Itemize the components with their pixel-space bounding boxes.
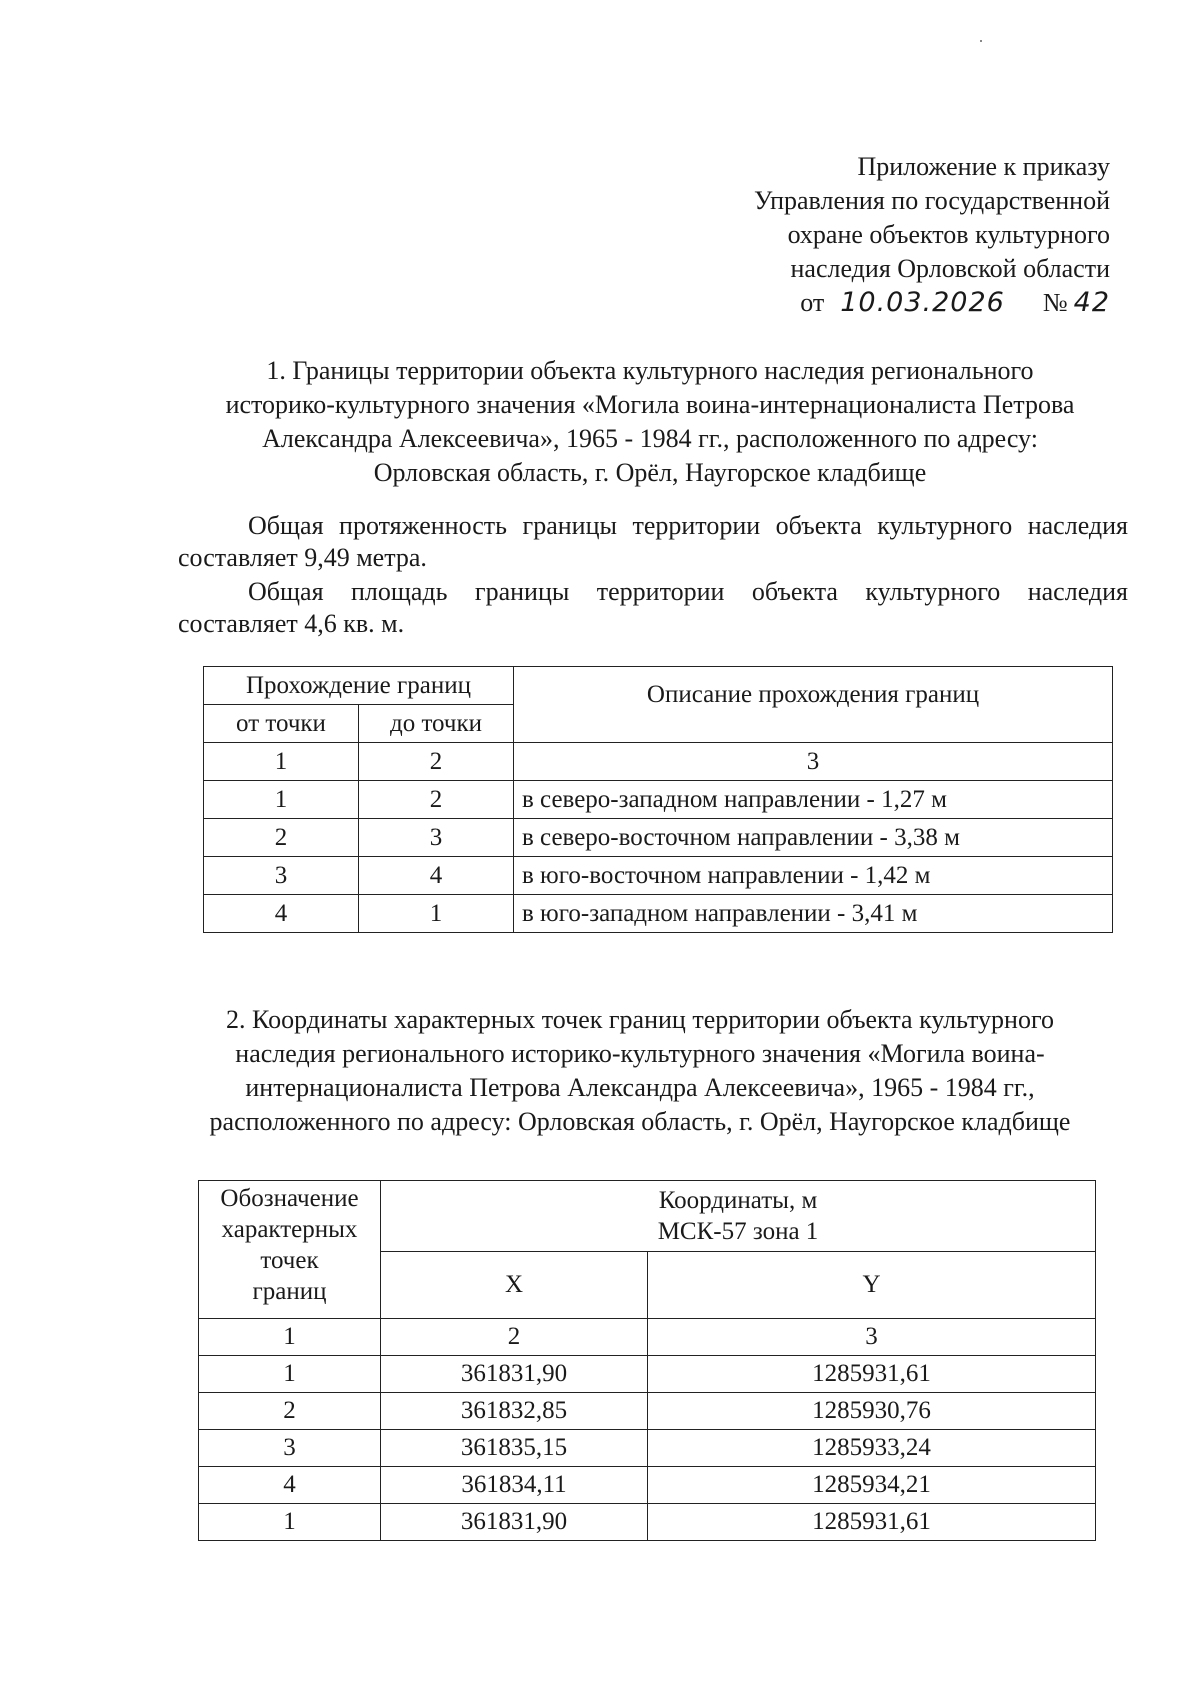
header-point-designation: Обозначение характерных точек границ (199, 1181, 381, 1319)
boundary-table (203, 666, 1113, 933)
point-cell: 1 (199, 1504, 381, 1541)
handwritten-number: 42 (1073, 287, 1110, 318)
to-cell: 4 (359, 857, 514, 895)
y-cell: 1285930,76 (648, 1393, 1096, 1430)
handwritten-date: 10.03.2026 (840, 287, 1005, 318)
table-index-row (199, 1319, 1096, 1356)
section1-title-line: Александра Алексеевича», 1965 - 1984 гг., расположенного по адресу: (262, 424, 1038, 453)
from-cell: 1 (204, 781, 359, 819)
index-cell: 1 (199, 1319, 381, 1356)
x-cell: 361834,11 (381, 1467, 648, 1504)
header-from-point: от точки (204, 705, 359, 743)
length-paragraph (178, 510, 1128, 574)
description-cell: в северо-западном направлении - 1,27 м (514, 781, 1113, 819)
x-cell: 361831,90 (381, 1356, 648, 1393)
section2-title (160, 1003, 1120, 1139)
y-cell: 1285931,61 (648, 1356, 1096, 1393)
length-text: Общая протяженность границы территории объекта культурного наследия составляет 9,49 метра. (178, 511, 1128, 572)
section1-title-line: историко-культурного значения «Могила воина-интернационалиста Петрова (225, 390, 1075, 419)
description-cell: в северо-восточном направлении - 3,38 м (514, 819, 1113, 857)
index-cell: 3 (648, 1319, 1096, 1356)
y-cell: 1285934,21 (648, 1467, 1096, 1504)
table-row (199, 1504, 1096, 1541)
table-row (204, 781, 1113, 819)
point-cell: 3 (199, 1430, 381, 1467)
x-cell: 361835,15 (381, 1430, 648, 1467)
header-to-point: до точки (359, 705, 514, 743)
x-cell: 361832,85 (381, 1393, 648, 1430)
section1-title-line: Орловская область, г. Орёл, Наугорское кладбище (373, 458, 927, 487)
x-cell: 361831,90 (381, 1504, 648, 1541)
point-cell: 2 (199, 1393, 381, 1430)
description-cell: в юго-восточном направлении - 1,42 м (514, 857, 1113, 895)
section2-title-line: наследия регионального историко-культурного значения «Могила воина- (235, 1039, 1045, 1068)
index-cell: 1 (204, 743, 359, 781)
table-row (204, 857, 1113, 895)
from-cell: 3 (204, 857, 359, 895)
header-boundary-description: Описание прохождения границ (514, 667, 1113, 743)
scan-speck (980, 40, 982, 42)
to-cell: 3 (359, 819, 514, 857)
coordinates-table (198, 1180, 1096, 1541)
header-line: Управления по государственной (753, 186, 1110, 215)
from-cell: 2 (204, 819, 359, 857)
header-boundary-passage: Прохождение границ (204, 667, 514, 705)
area-text: Общая площадь границы территории объекта культурного наследия составляет 4,6 кв. м. (178, 577, 1128, 638)
date-prefix: от (800, 288, 825, 317)
y-cell: 1285933,24 (648, 1430, 1096, 1467)
header-y: Y (648, 1252, 1096, 1319)
point-cell: 1 (199, 1356, 381, 1393)
section2-title-line: расположенного по адресу: Орловская область, г. Орёл, Наугорское кладбище (209, 1107, 1071, 1136)
section2-title-line: 2. Координаты характерных точек границ территории объекта культурного (226, 1005, 1054, 1034)
table-index-row (204, 743, 1113, 781)
section1-title-line: 1. Границы территории объекта культурного наследия регионального (266, 356, 1034, 385)
table-row (199, 1430, 1096, 1467)
index-cell: 2 (381, 1319, 648, 1356)
from-cell: 4 (204, 895, 359, 933)
description-cell: в юго-западном направлении - 3,41 м (514, 895, 1113, 933)
header-x: X (381, 1252, 648, 1319)
header-line: наследия Орловской области (790, 254, 1110, 283)
section2-title-line: интернационалиста Петрова Александра Алексеевича», 1965 - 1984 гг., (245, 1073, 1035, 1102)
order-date-line (754, 286, 1110, 320)
header-line: охране объектов культурного (787, 220, 1110, 249)
table-header-row (204, 667, 1113, 705)
index-cell: 2 (359, 743, 514, 781)
to-cell: 2 (359, 781, 514, 819)
table-row (204, 819, 1113, 857)
table-row (199, 1393, 1096, 1430)
y-cell: 1285931,61 (648, 1504, 1096, 1541)
appendix-header (754, 150, 1110, 320)
point-cell: 4 (199, 1467, 381, 1504)
header-line: Приложение к приказу (857, 152, 1110, 181)
table-row (199, 1356, 1096, 1393)
header-coordinates: Координаты, м МСК-57 зона 1 (381, 1181, 1096, 1252)
index-cell: 3 (514, 743, 1113, 781)
to-cell: 1 (359, 895, 514, 933)
table-row (204, 895, 1113, 933)
table-header-row (199, 1181, 1096, 1252)
area-paragraph (178, 576, 1128, 640)
section1-title (190, 354, 1110, 490)
table-row (199, 1467, 1096, 1504)
number-prefix: № (1042, 288, 1068, 317)
